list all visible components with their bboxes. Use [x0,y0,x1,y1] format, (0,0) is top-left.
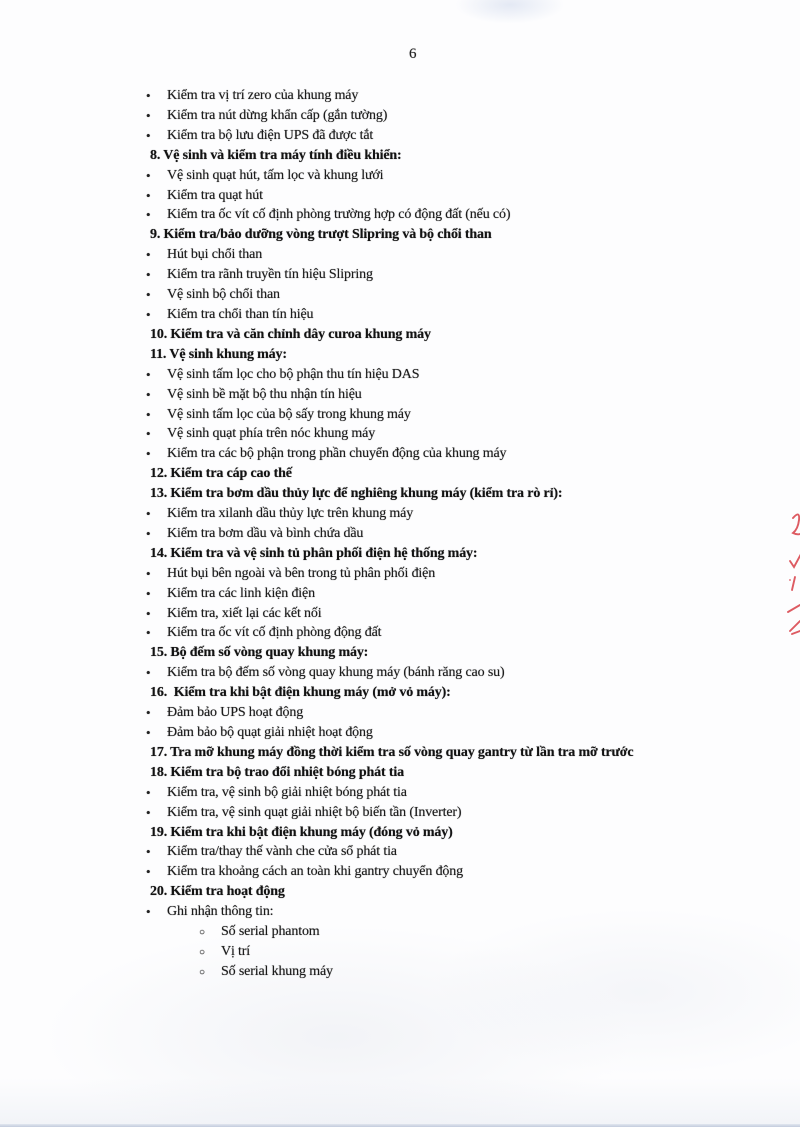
checklist-item [146,166,680,186]
checklist-item [146,186,680,206]
item-text: Kiểm tra xilanh dầu thủy lực trên khung máy [167,506,414,522]
item-text: 19. Kiểm tra khi bật điện khung máy (đóng vỏ máy) [150,824,453,840]
checklist-item [146,385,680,405]
item-text: Ghi nhận thông tin: [167,904,274,920]
item-text: 10. Kiểm tra và căn chỉnh dây curoa khung máy [150,326,431,342]
item-text: 18. Kiểm tra bộ trao đổi nhiệt bóng phát tia [150,764,404,780]
item-text: 15. Bộ đếm số vòng quay khung máy: [150,645,369,661]
item-text: 17. Tra mỡ khung máy đồng thời kiểm tra số vòng quay gantry từ lần tra mỡ trước [150,744,634,760]
item-text: Kiểm tra khoảng cách an toàn khi gantry chuyển động [167,864,463,880]
checklist-heading [150,763,680,783]
page-number: 6 [409,46,417,62]
checklist-item [146,86,680,106]
bullet-icon: • [146,386,151,402]
bullet-icon: • [146,406,151,422]
circle-bullet-icon: ○ [199,927,206,939]
bullet-icon: • [146,127,151,143]
checklist-item [146,106,680,126]
checklist-item [146,703,680,723]
checklist-item [146,783,680,803]
checklist-item [146,524,680,544]
bullet-icon: • [146,605,151,621]
checklist-item [146,862,680,882]
checklist-item [146,405,680,425]
item-text: Kiểm tra các bộ phận trong phần chuyển động của khung máy [167,446,507,462]
checklist-heading [150,743,680,763]
item-text: 11. Vệ sinh khung máy: [150,346,287,362]
circle-bullet-icon: ○ [199,946,206,958]
checklist-item [146,305,680,325]
item-text: Kiểm tra nút dừng khẩn cấp (gắn tường) [167,107,388,123]
bullet-icon: • [146,705,151,721]
bullet-icon: • [146,167,151,183]
item-text: 8. Vệ sinh và kiểm tra máy tính điều khiển: [150,147,402,163]
item-text: Vệ sinh bộ chổi than [167,287,280,303]
item-text: Hút bụi bên ngoài và bên trong tủ phân phối điện [167,565,436,581]
circle-bullet-icon: ○ [199,966,206,978]
bullet-icon: • [146,525,151,541]
checklist-item [146,205,680,225]
bullet-icon: • [146,107,151,123]
item-text: Vệ sinh tấm lọc cho bộ phận thu tín hiệu DAS [167,366,420,382]
item-text: Kiểm tra, vệ sinh bộ giải nhiệt bóng phát tia [167,784,407,800]
item-text: Hút bụi chổi than [167,247,263,263]
bullet-icon: • [146,446,151,462]
bullet-icon: • [146,287,151,303]
item-text: 16. Kiểm tra khi bật điện khung máy (mở vỏ máy): [150,685,451,701]
item-text: 12. Kiểm tra cáp cao thế [150,466,292,482]
checklist-item [146,584,680,604]
item-text: Số serial khung máy [221,963,333,979]
item-text: Số serial phantom [221,924,320,940]
bullet-icon: • [146,725,151,740]
item-text: Vị trí [221,943,251,959]
checklist-subitem [199,922,680,942]
item-text: Đảm bảo bộ quạt giải nhiệt hoạt động [167,725,373,740]
item-text: Vệ sinh tấm lọc của bộ sấy trong khung máy [167,406,411,422]
checklist-subitem [199,962,680,982]
bullet-icon: • [146,904,151,920]
item-text: Vệ sinh quạt hút, tấm lọc và khung lưới [167,167,384,183]
checklist-heading [150,823,680,843]
bullet-icon: • [146,306,151,322]
item-text: Kiểm tra rãnh truyền tín hiệu Slipring [167,267,373,283]
checklist-item [146,623,680,643]
checklist-item [146,663,680,683]
item-text: 13. Kiểm tra bơm dầu thủy lực để nghiêng khung máy (kiểm tra rò rỉ): [150,486,563,502]
bullet-icon: • [146,426,151,442]
item-text: Kiểm tra vị trí zero của khung máy [167,88,359,103]
item-text: 9. Kiểm tra/bảo dưỡng vòng trượt Slipring và bộ chổi than [150,227,492,243]
checklist-item [146,604,680,624]
item-text: Vệ sinh quạt phía trên nóc khung máy [167,426,376,442]
item-text: Kiểm tra/thay thế vành che cửa sổ phát tia [167,844,397,860]
bullet-icon: • [146,665,151,681]
checklist-heading [150,484,680,504]
checklist-heading [150,683,680,703]
checklist-heading [150,225,680,245]
checklist-item [146,723,680,743]
checklist-item [146,564,680,584]
checklist-heading [150,544,680,564]
checklist [146,86,680,982]
checklist-item [146,803,680,823]
checklist-item [146,126,680,146]
item-text: Kiểm tra chổi than tín hiệu [167,306,314,322]
item-text: Vệ sinh bề mặt bộ thu nhận tín hiệu [167,386,362,402]
checklist-heading [150,464,680,484]
bullet-icon: • [146,844,151,860]
bullet-icon: • [146,187,151,203]
item-text: Kiểm tra bộ đếm số vòng quay khung máy (bánh răng cao su) [167,665,505,681]
checklist-heading [150,345,680,365]
bullet-icon: • [146,366,151,382]
item-text: Kiểm tra bộ lưu điện UPS đã được tắt [167,127,374,143]
bullet-icon: • [146,864,151,880]
bullet-icon: • [146,804,151,820]
bullet-icon: • [146,585,151,601]
bullet-icon: • [146,625,151,641]
bullet-icon: • [146,506,151,522]
item-text: Kiểm tra ốc vít cố định phòng trường hợp có động đất (nếu có) [167,207,511,223]
checklist-heading [150,146,680,166]
checklist-item [146,504,680,524]
checklist-heading [150,325,680,345]
checklist-heading [150,882,680,902]
item-text: 14. Kiểm tra và vệ sinh tủ phân phối điện hệ thống máy: [150,545,478,561]
checklist-item [146,902,680,922]
item-text: Kiểm tra ốc vít cố định phòng động đất [167,625,382,641]
item-text: Kiểm tra, vệ sinh quạt giải nhiệt bộ biến tần (Inverter) [167,804,462,820]
item-text: 20. Kiểm tra hoạt động [150,884,285,900]
bullet-icon: • [146,784,151,800]
red-pen-mark-icon [788,514,800,634]
checklist-item [146,444,680,464]
red-ink-annotation [778,500,800,650]
checklist-heading [150,643,680,663]
bullet-icon: • [146,267,151,283]
checklist-subitem [199,942,680,962]
checklist-item [146,265,680,285]
checklist-item [146,285,680,305]
item-text: Kiểm tra các linh kiện điện [167,585,315,601]
bullet-icon: • [146,88,151,103]
bullet-icon: • [146,247,151,263]
checklist-item [146,245,680,265]
item-text: Kiểm tra bơm dầu và bình chứa dầu [167,525,364,541]
bullet-icon: • [146,565,151,581]
checklist-item [146,365,680,385]
checklist-item [146,424,680,444]
item-text: Kiểm tra quạt hút [167,187,263,203]
item-text: Đảm bảo UPS hoạt động [167,705,304,721]
bullet-icon: • [146,207,151,223]
checklist-item [146,842,680,862]
item-text: Kiểm tra, xiết lại các kết nối [167,605,322,621]
